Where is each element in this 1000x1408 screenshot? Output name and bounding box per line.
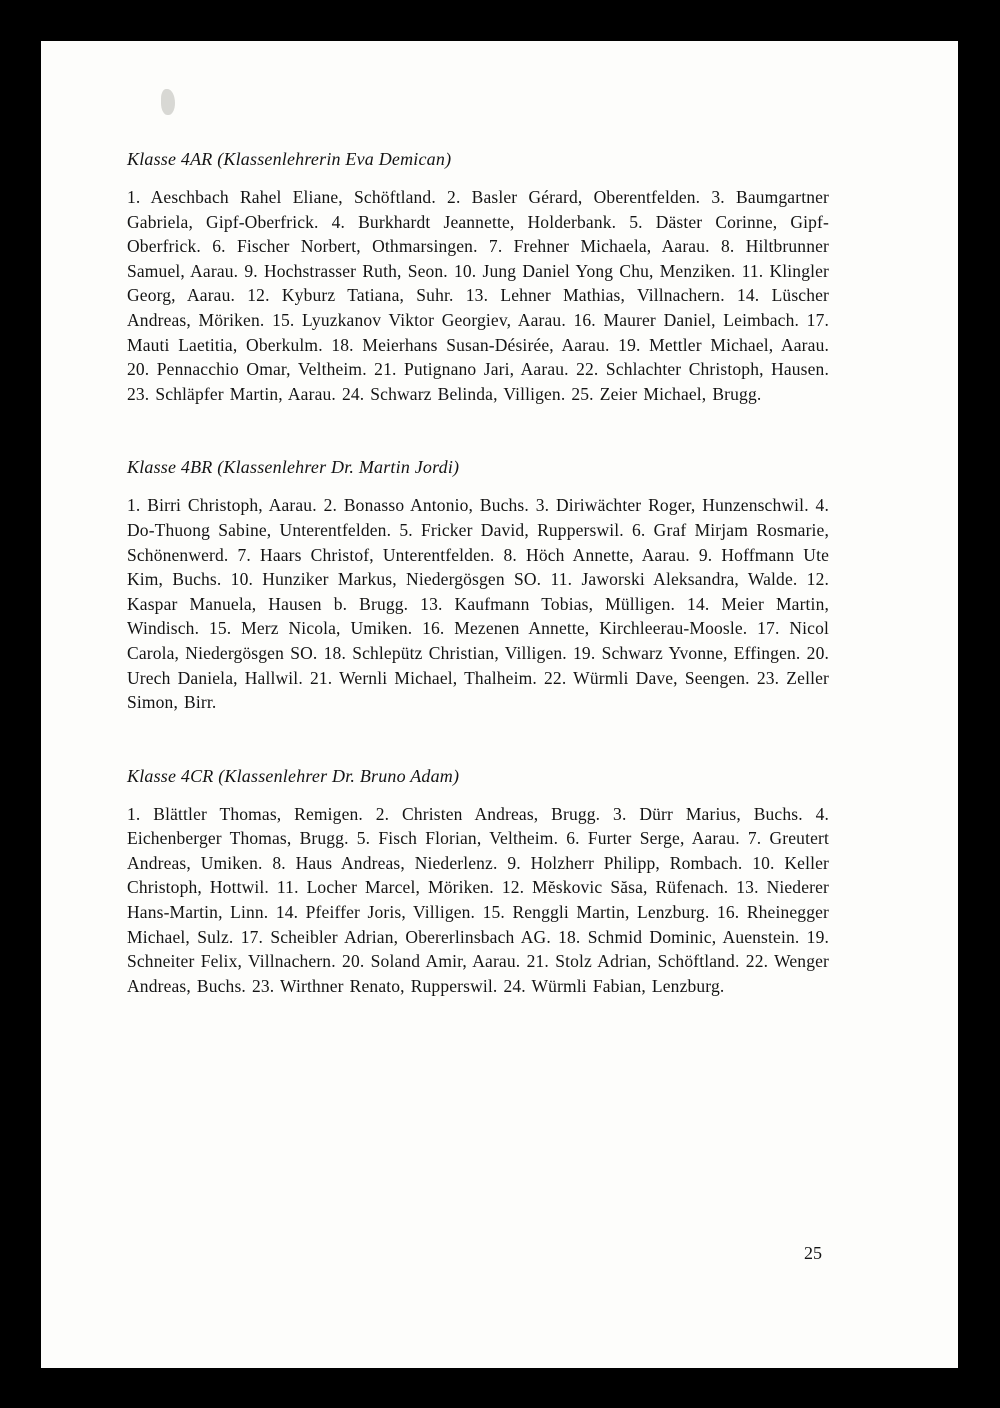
section-klasse-4cr [127, 764, 829, 999]
section-heading: Klasse 4BR (Klassenlehrer Dr. Martin Jordi) [127, 457, 460, 478]
page-number: 25 [804, 1243, 822, 1263]
section-klasse-4ar [127, 147, 829, 406]
section-body: 1. Aeschbach Rahel Eliane, Schöftland. 2. Basler Gérard, Oberentfelden. 3. Baumgartner Gabriela, Gipf-Oberfrick. 4. Burkhardt Jeannette, Holderbank. 5. Däster Corinne, Gipf-Oberfrick. 6. Fischer Norbert, Othmarsingen. 7. Frehner Michaela, Aarau. 8. Hiltbrunner Samuel, Aarau. 9. Hochstrasser Ruth, Seon. 10. Jung Daniel Yong Chu, Menziken. 11. Klingler Georg, Aarau. 12. Kyburz Tatiana, Suhr. 13. Lehner Mathias, Villnachern. 14. Lüscher Andreas, Möriken. 15. Lyuzkanov Viktor Georgiev, Aarau. 16. Maurer Daniel, Leimbach. 17. Mauti Laetitia, Oberkulm. 18. Meierhans Susan-Désirée, Aarau. 19. Mettler Michael, Aarau. 20. Pennacchio Omar, Veltheim. 21. Putignano Jari, Aarau. 22. Schlachter Christoph, Hausen. 23. Schläpfer Martin, Aarau. 24. Schwarz Belinda, Villigen. 25. Zeier Michael, Brugg. [127, 187, 829, 404]
scan-artifact [161, 89, 175, 115]
section-body: 1. Birri Christoph, Aarau. 2. Bonasso Antonio, Buchs. 3. Diriwächter Roger, Hunzenschwil. 4. Do-Thuong Sabine, Unterentfelden. 5. Fricker David, Rupperswil. 6. Graf Mirjam Rosmarie, Schönenwerd. 7. Haars Christof, Unterentfelden. 8. Höch Annette, Aarau. 9. Hoffmann Ute Kim, Buchs. 10. Hunziker Markus, Niedergösgen SO. 11. Jaworski Aleksandra, Walde. 12. Kaspar Manuela, Hausen b. Brugg. 13. Kaufmann Tobias, Mülligen. 14. Meier Martin, Windisch. 15. Merz Nicola, Umiken. 16. Mezenen Annette, Kirchleerau-Moosle. 17. Nicol Carola, Niedergösgen SO. 18. Schlepütz Christian, Villigen. 19. Schwarz Yvonne, Effingen. 20. Urech Daniela, Hallwil. 21. Wernli Michael, Thalheim. 22. Würmli Dave, Seengen. 23. Zeller Simon, Birr. [127, 495, 829, 713]
section-body: 1. Blättler Thomas, Remigen. 2. Christen Andreas, Brugg. 3. Dürr Marius, Buchs. 4. Eichenberger Thomas, Brugg. 5. Fisch Florian, Veltheim. 6. Furter Serge, Aarau. 7. Greutert Andreas, Umiken. 8. Haus Andreas, Niederlenz. 9. Holzherr Philipp, Rombach. 10. Keller Christoph, Hottwil. 11. Locher Marcel, Möriken. 12. Mĕskovic Săsa, Rüfenach. 13. Niederer Hans-Martin, Linn. 14. Pfeiffer Joris, Villigen. 15. Renggli Martin, Lenzburg. 16. Rheinegger Michael, Sulz. 17. Scheibler Adrian, Obererlinsbach AG. 18. Schmid Dominic, Auenstein. 19. Schneiter Felix, Villnachern. 20. Soland Amir, Aarau. 21. Stolz Adrian, Schöftland. 22. Wenger Andreas, Buchs. 23. Wirthner Renato, Rupperswil. 24. Würmli Fabian, Lenzburg. [127, 803, 829, 996]
document-page [41, 41, 958, 1368]
page-content [127, 147, 829, 1047]
section-heading: Klasse 4CR (Klassenlehrer Dr. Bruno Adam) [127, 765, 460, 786]
section-heading: Klasse 4AR (Klassenlehrerin Eva Demican) [127, 149, 452, 169]
section-klasse-4br [127, 455, 829, 714]
